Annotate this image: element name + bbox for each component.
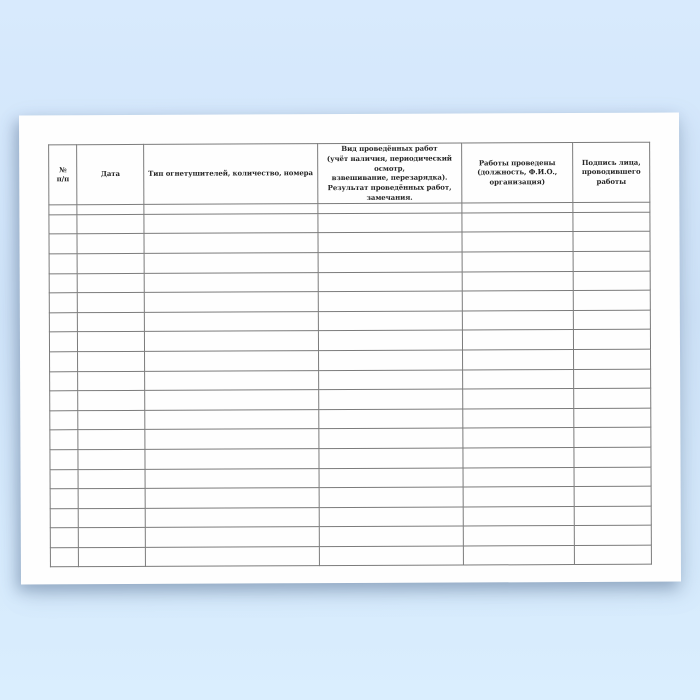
empty-cell <box>145 429 319 449</box>
empty-cell <box>49 254 77 274</box>
empty-cell <box>574 486 651 506</box>
empty-cell <box>462 251 573 271</box>
empty-cell <box>145 547 319 567</box>
table-row <box>49 310 650 332</box>
empty-cell <box>463 487 574 507</box>
table-row <box>50 447 651 469</box>
empty-cell <box>77 214 144 234</box>
empty-cell <box>50 352 78 372</box>
table-body <box>49 202 652 567</box>
empty-cell <box>50 528 78 548</box>
empty-cell <box>318 409 462 429</box>
empty-cell <box>145 507 319 527</box>
empty-cell <box>463 389 574 409</box>
empty-cell <box>78 469 145 489</box>
empty-cell <box>50 469 78 489</box>
column-header-number: № п/п <box>49 145 77 205</box>
column-header-performed-by: Работы проведены (должность, Ф.И.О., организация) <box>461 143 572 203</box>
empty-cell <box>319 487 463 507</box>
empty-cell <box>462 202 573 212</box>
empty-cell <box>574 525 651 545</box>
table-row <box>50 388 651 410</box>
empty-cell <box>462 330 573 350</box>
empty-cell <box>319 507 463 527</box>
empty-cell <box>78 508 145 528</box>
table-row <box>49 212 650 234</box>
empty-cell <box>50 508 78 528</box>
empty-cell <box>462 271 573 291</box>
empty-cell <box>573 330 650 350</box>
empty-cell <box>78 312 145 332</box>
empty-cell <box>144 311 318 331</box>
empty-cell <box>144 292 318 312</box>
empty-cell <box>78 351 145 371</box>
empty-cell <box>319 448 463 468</box>
empty-cell <box>462 232 573 252</box>
empty-cell <box>49 204 77 214</box>
column-header-work-type-result: Вид проведённых работ (учёт наличия, периодический осмотр, взвешивание, перезарядка). Результат проведённых работ, замечания. <box>317 143 461 203</box>
empty-cell <box>50 410 78 430</box>
table-row <box>49 290 650 312</box>
empty-cell <box>463 467 574 487</box>
table-row <box>50 408 651 430</box>
table-row <box>49 232 650 254</box>
empty-cell <box>463 545 574 565</box>
table-row <box>50 428 651 450</box>
empty-cell <box>317 203 461 214</box>
empty-cell <box>49 273 77 293</box>
empty-cell <box>50 489 78 509</box>
empty-cell <box>318 370 462 390</box>
empty-cell <box>573 251 650 271</box>
empty-cell <box>574 428 651 448</box>
empty-cell <box>318 428 462 448</box>
empty-cell <box>319 526 463 546</box>
empty-cell <box>145 488 319 508</box>
empty-cell <box>318 350 462 370</box>
table-row <box>50 369 651 391</box>
empty-cell <box>144 331 318 351</box>
table-header <box>49 142 650 204</box>
empty-cell <box>574 349 651 369</box>
empty-cell <box>318 213 462 233</box>
empty-cell <box>573 212 650 232</box>
empty-cell <box>77 253 144 273</box>
empty-cell <box>79 528 146 548</box>
empty-cell <box>574 545 651 565</box>
empty-cell <box>573 271 650 291</box>
empty-cell <box>145 370 319 390</box>
table-row <box>49 271 650 293</box>
fire-extinguisher-log-table <box>48 142 652 568</box>
empty-cell <box>49 293 77 313</box>
empty-cell <box>145 409 319 429</box>
empty-cell <box>463 428 574 448</box>
table-row <box>50 467 651 489</box>
empty-cell <box>78 391 145 411</box>
empty-cell <box>318 389 462 409</box>
empty-cell <box>144 213 318 233</box>
table-row <box>50 545 651 567</box>
empty-cell <box>78 449 145 469</box>
empty-cell <box>318 232 462 252</box>
empty-cell <box>318 330 462 350</box>
table-row <box>50 349 651 371</box>
empty-cell <box>145 390 319 410</box>
empty-cell <box>574 447 651 467</box>
table-row <box>50 525 651 547</box>
empty-cell <box>50 391 78 411</box>
empty-cell <box>462 369 573 389</box>
empty-cell <box>319 468 463 488</box>
empty-cell <box>462 349 573 369</box>
empty-cell <box>145 527 319 547</box>
empty-cell <box>78 371 145 391</box>
table-row <box>49 251 650 273</box>
empty-cell <box>145 468 319 488</box>
empty-cell <box>319 546 463 566</box>
empty-cell <box>50 371 78 391</box>
empty-cell <box>574 388 651 408</box>
empty-cell <box>463 526 574 546</box>
empty-cell <box>49 312 77 332</box>
table-row <box>50 486 651 508</box>
empty-cell <box>77 204 144 214</box>
empty-cell <box>78 488 145 508</box>
empty-cell <box>574 506 651 526</box>
table-row <box>49 330 650 352</box>
empty-cell <box>77 293 144 313</box>
empty-cell <box>462 291 573 311</box>
empty-cell <box>49 332 77 352</box>
empty-cell <box>49 234 77 254</box>
empty-cell <box>462 212 573 232</box>
empty-cell <box>50 430 78 450</box>
empty-cell <box>573 290 650 310</box>
column-header-date: Дата <box>77 144 144 204</box>
empty-cell <box>77 273 144 293</box>
empty-cell <box>318 291 462 311</box>
empty-cell <box>77 234 144 254</box>
empty-cell <box>573 232 650 252</box>
empty-cell <box>50 450 78 470</box>
empty-cell <box>144 253 318 273</box>
column-header-extinguisher-type: Тип огнетушителей, количество, номера <box>144 144 318 205</box>
empty-cell <box>462 310 573 330</box>
empty-cell <box>463 447 574 467</box>
empty-cell <box>79 547 146 567</box>
header-row <box>49 142 650 204</box>
empty-cell <box>78 410 145 430</box>
empty-cell <box>574 467 651 487</box>
empty-cell <box>318 252 462 272</box>
empty-cell <box>318 311 462 331</box>
empty-cell <box>145 449 319 469</box>
empty-cell <box>574 408 651 428</box>
empty-cell <box>50 548 78 568</box>
empty-cell <box>144 233 318 253</box>
empty-cell <box>78 430 145 450</box>
table-row <box>50 506 651 528</box>
column-header-signature: Подпись лица, проводившего работы <box>573 142 650 202</box>
empty-cell <box>463 408 574 428</box>
empty-cell <box>78 332 145 352</box>
empty-cell <box>144 272 318 292</box>
empty-cell <box>463 506 574 526</box>
empty-cell <box>573 310 650 330</box>
empty-cell <box>49 214 77 234</box>
empty-cell <box>573 202 650 212</box>
paper-sheet <box>19 113 681 585</box>
empty-cell <box>144 351 318 371</box>
empty-cell <box>574 369 651 389</box>
empty-cell <box>318 272 462 292</box>
